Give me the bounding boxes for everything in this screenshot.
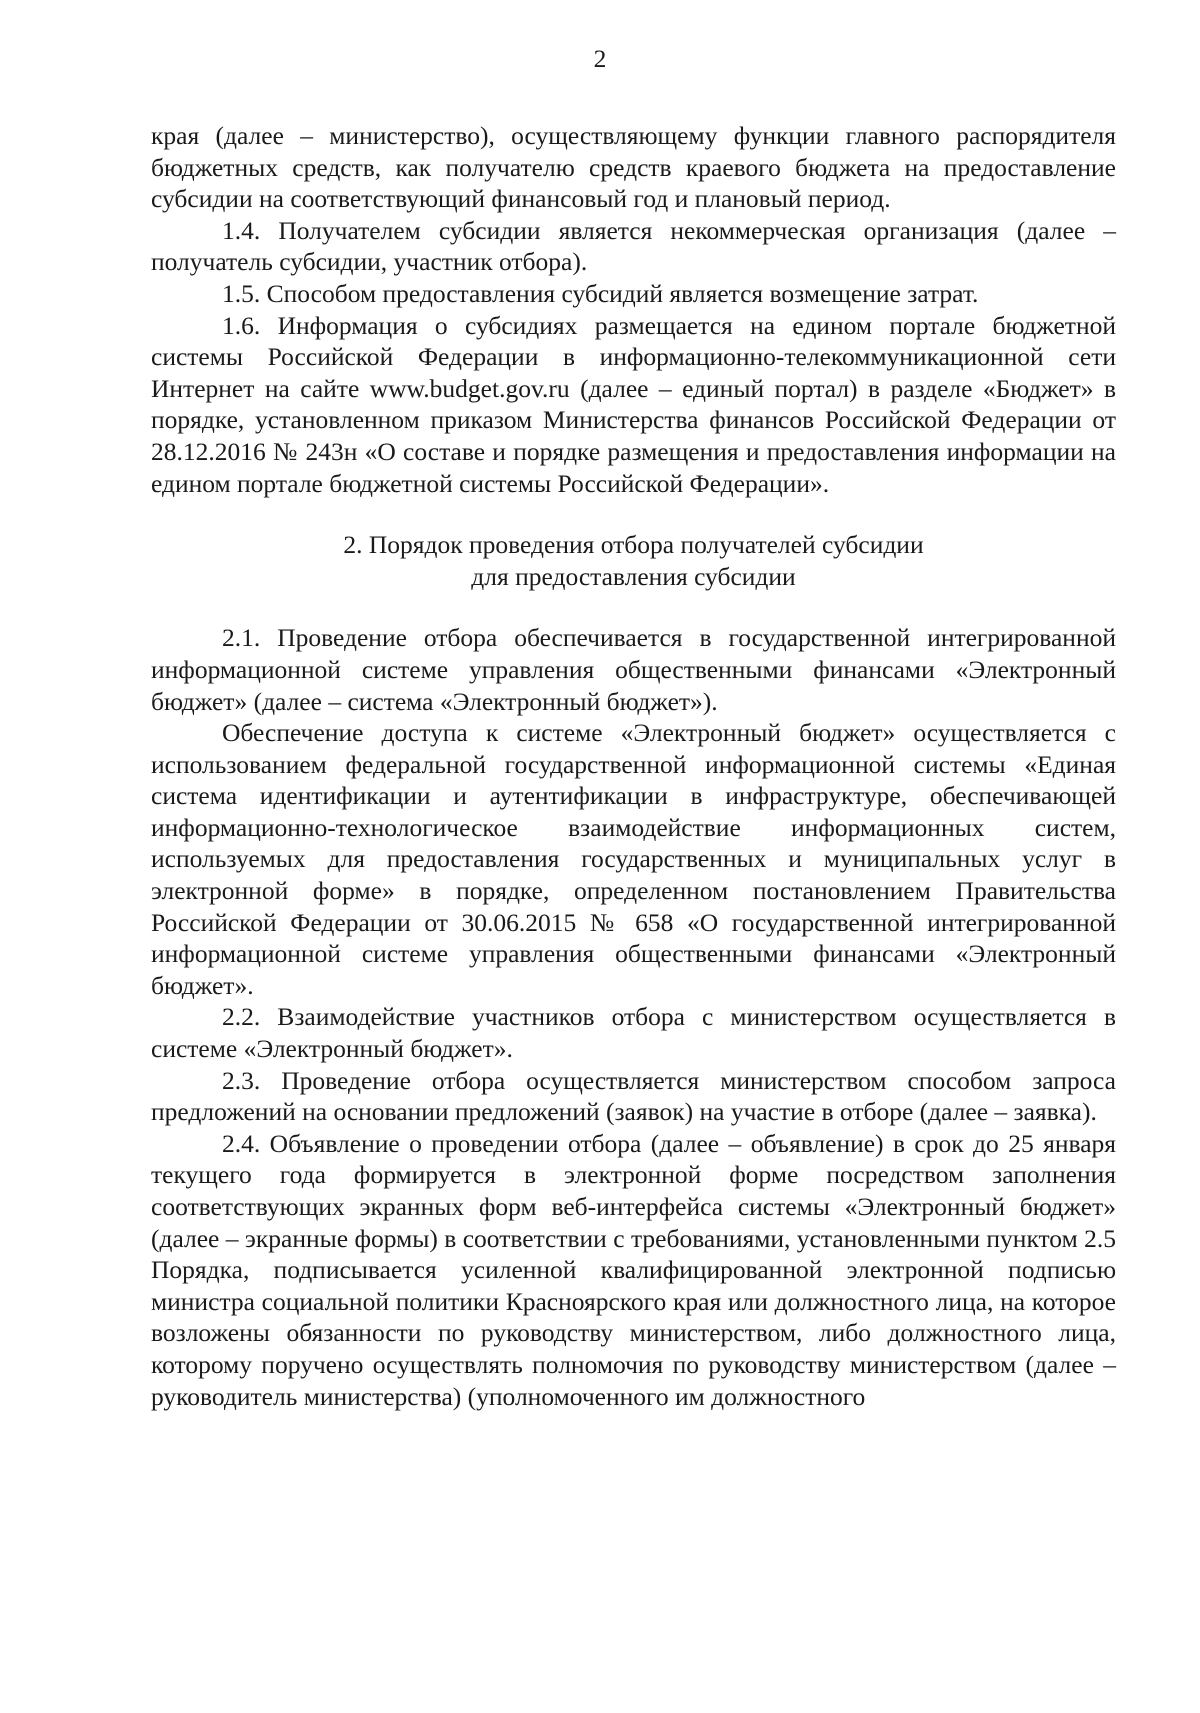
document-body bbox=[151, 120, 1116, 1412]
section-heading bbox=[151, 529, 1116, 592]
paragraphs-part2 bbox=[151, 622, 1116, 1412]
paragraph: 2.4. Объявление о проведении отбора (далее – объявление) в срок до 25 января текущего года формируется в электронной форме посредством заполнения соответствующих экранных форм веб-интерфейса системы «Электронный бюджет» (далее – экранные формы) в соответствии с требованиями, установленными пунктом 2.5 Порядка, подписывается усиленной квалифицированной электронной подписью министра социальной политики Красноярского края или должностного лица, на которое возложены обязанности по руководству министерством, либо должностного лица, которому поручено осуществлять полномочия по руководству министерством (далее – руководитель министерства) (уполномоченного им должностного bbox=[151, 1128, 1116, 1411]
page-number: 2 bbox=[593, 44, 607, 73]
paragraph: 1.4. Получателем субсидии является некоммерческая организация (далее – получатель субсидии, участник отбора). bbox=[151, 215, 1116, 277]
paragraph: 2.3. Проведение отбора осуществляется министерством способом запроса предложений на основании предложений (заявок) на участие в отборе (далее – заявка). bbox=[151, 1065, 1116, 1127]
paragraphs-part1 bbox=[151, 120, 1116, 499]
paragraph: 1.5. Способом предоставления субсидий является возмещение затрат. bbox=[222, 278, 979, 308]
paragraph: Обеспечение доступа к системе «Электронный бюджет» осуществляется с использованием федеральной государственной информационной системы «Единая система идентификации и аутентификации в инфраструктуре, обеспечивающей информационно-технологическое взаимодействие информационных систем, используемых для предоставления государственных и муниципальных услуг в электронной форме» в порядке, определенном постановлением Правительства Российской Федерации от 30.06.2015 № 658 «О государственной интегрированной информационной системе управления общественными финансами «Электронный бюджет». bbox=[151, 718, 1116, 1000]
paragraph: края (далее – министерство), осуществляющему функции главного распорядителя бюджетных средств, как получателю средств краевого бюджета на предоставление субсидии на соответствующий финансовый год и плановый период. bbox=[151, 121, 1116, 214]
paragraph: 2.1. Проведение отбора обеспечивается в государственной интегрированной информационной системе управления общественными финансами «Электронный бюджет» (далее – система «Электронный бюджет»). bbox=[151, 623, 1116, 716]
section-heading-line: для предоставления субсидии bbox=[471, 561, 796, 591]
section-heading-line: 2. Порядок проведения отбора получателей субсидии bbox=[343, 530, 924, 560]
paragraph: 1.6. Информация о субсидиях размещается на едином портале бюджетной системы Российской Федерации в информационно-телекоммуникационной сети Интернет на сайте www.budget.gov.ru (далее – единый портал) в разделе «Бюджет» в порядке, установленном приказом Министерства финансов Российской Федерации от 28.12.2016 № 243н «О составе и порядке размещения и предоставления информации на едином портале бюджетной системы Российской Федерации». bbox=[151, 310, 1116, 498]
paragraph: 2.2. Взаимодействие участников отбора с министерством осуществляется в системе «Электронный бюджет». bbox=[151, 1002, 1116, 1064]
